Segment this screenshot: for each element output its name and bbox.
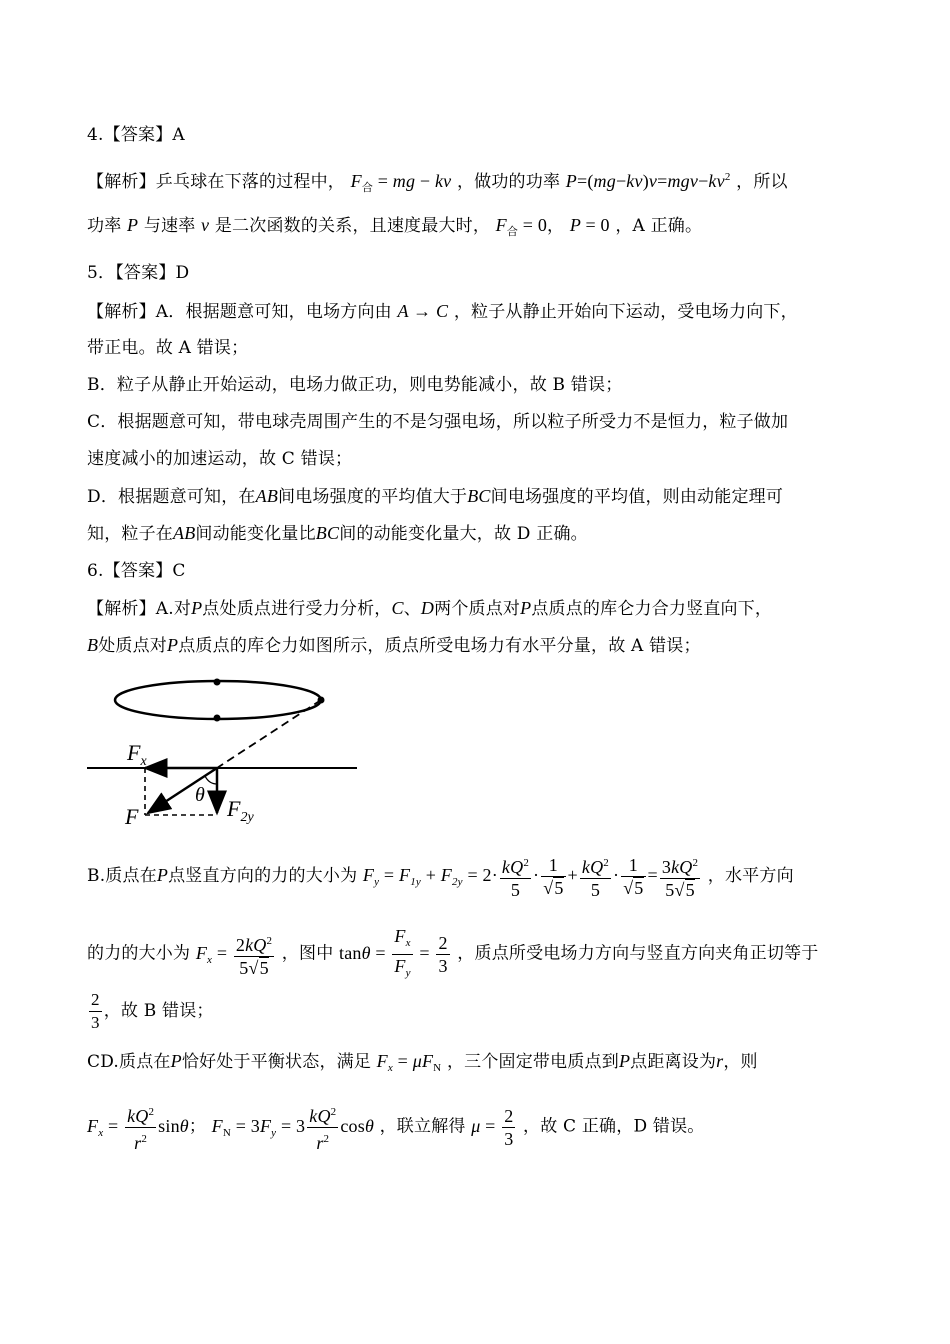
q6-heading: 6.【答案】C — [87, 561, 186, 581]
q5-c-line1: C．根据题意可知，带电球壳周围产生的不是匀强电场，所以粒子所受力不是恒力，粒子做加 — [87, 412, 789, 432]
formula-FN-cos: $F_N = 3F_y = 3$ $\frac{kQ^2}{r^2}$ cosθ — [212, 1116, 374, 1136]
label-theta: θ — [195, 784, 205, 806]
formula-Fy: $F_y = F_{1y} + F_{2y} = 2\cdot$ $\frac{kQ^2}{5}$ · $\frac{1}{√5}$ + $\frac{kQ^2}{5}$ · $\frac{1}{√5}$ = $\frac{3kQ^2}{5√5}$ — [362, 855, 699, 901]
force-diagram — [85, 670, 365, 835]
charge-D — [214, 715, 221, 722]
q5-b-line: B．粒子从静止开始运动，电场力做正功，则电势能减小，故 B 错误； — [87, 375, 623, 395]
formula-Fx: $F_x$ = $\frac{2kQ^2}{5√5}$ — [196, 943, 276, 963]
formula-P-zero: P = 0 — [569, 215, 610, 235]
q6-cd-line2: $F_x$ = $\frac{kQ^2}{r^2}$ sinθ； $F_N = 3F_y = 3$ $\frac{kQ^2}{r^2}$ cosθ ，联立解得 μ = $\frac{2}{3}$ ，故 C 正确，D 错误。 — [87, 1102, 705, 1156]
q6-b-line2: 的力的大小为 $F_x$ = $\frac{2kQ^2}{5√5}$ ，图中 tanθ = $\frac{F_x}{F_y}$ = $\frac{2}{3}$ ，质点所受电场力方向与竖直方向夹角正切等于 — [87, 926, 819, 979]
text: ，所以 — [736, 172, 788, 192]
formula-Fx-muFN: $F_x = \mu F_N$ — [376, 1051, 442, 1074]
text: 【解析】乒乓球在下落的过程中， — [87, 172, 345, 192]
dashed-line — [217, 700, 321, 768]
label-Fx: $F_x$ — [127, 740, 147, 769]
formula-Fx-sin: $F_x$ = $\frac{kQ^2}{r^2}$ sinθ — [87, 1116, 189, 1136]
q5-heading: 5．【答案】D — [87, 263, 190, 283]
q6-a-line2: B处质点对P点质点的库仑力如图所示，质点所受电场力有水平分量，故 A 错误； — [87, 635, 701, 656]
q4-line1 — [87, 166, 788, 199]
charge-C — [214, 679, 221, 686]
q5-c-line2: 速度减小的加速运动，故 C 错误； — [87, 449, 353, 469]
angle-arc — [205, 776, 217, 784]
q4-line2: 功率 P 与速率 v 是二次函数的关系，且速度最大时， $F_合 = 0$， P = 0 ，A 正确。 — [87, 215, 703, 238]
fraction-2-3: $\frac{2}{3}$ — [91, 990, 100, 1032]
q6-b-line1: B.质点在P点竖直方向的力的大小为 $F_y = F_{1y} + F_{2y} = 2\cdot$ $\frac{kQ^2}{5}$ · $\frac{1}{√5}$ + $\frac{kQ^2}{5}$ · $\frac{1}{√5}$ = $\frac{3kQ^2}{5√5}$ ，水平方向 — [87, 855, 794, 901]
q5-d-line2: 知，粒子在AB间动能变化量比BC间的动能变化量大，故 D 正确。 — [87, 523, 588, 544]
formula-A-to-C: A → C — [397, 301, 449, 321]
q5-a-line1: 【解析】A．根据题意可知，电场方向由 A → C ，粒子从静止开始向下运动，受电场力向下， — [87, 301, 798, 322]
q5-d-line1: D．根据题意可知，在AB间电场强度的平均值大于BC间电场强度的平均值，则由动能定理可 — [87, 486, 784, 507]
q6-a-line1: 【解析】A.对P点处质点进行受力分析，C、D两个质点对P点质点的库仑力合力竖直向下， — [87, 598, 773, 619]
q6-b-line3: $\frac{2}{3}$ ，故 B 错误； — [91, 990, 214, 1032]
text: ，做功的功率 — [456, 172, 561, 192]
formula-power: $P=(mg-kv)v=mgv-kv^2$ — [565, 171, 731, 191]
formula-F-he: $F_合$ = mg − kv — [350, 171, 452, 194]
formula-tan: tanθ = $\frac{F_x}{F_y}$ = $\frac{2}{3}$ — [339, 926, 448, 979]
q5-a-line2: 带正电。故 A 错误； — [87, 338, 249, 358]
ring — [115, 681, 321, 719]
q6-cd-line1: CD.质点在P恰好处于平衡状态，满足 $F_x = \mu F_N$ ，三个固定带电质点到P点距离设为r，则 — [87, 1051, 758, 1074]
formula-mu: μ = $\frac{2}{3}$ — [471, 1106, 514, 1149]
formula-F-he-zero: $F_合 = 0$ — [495, 215, 548, 238]
label-F2y: $F_{2y}$ — [227, 796, 254, 825]
q4-heading: 4.【答案】A — [87, 125, 185, 145]
label-F: F — [125, 804, 139, 829]
arrow-F — [148, 768, 217, 813]
